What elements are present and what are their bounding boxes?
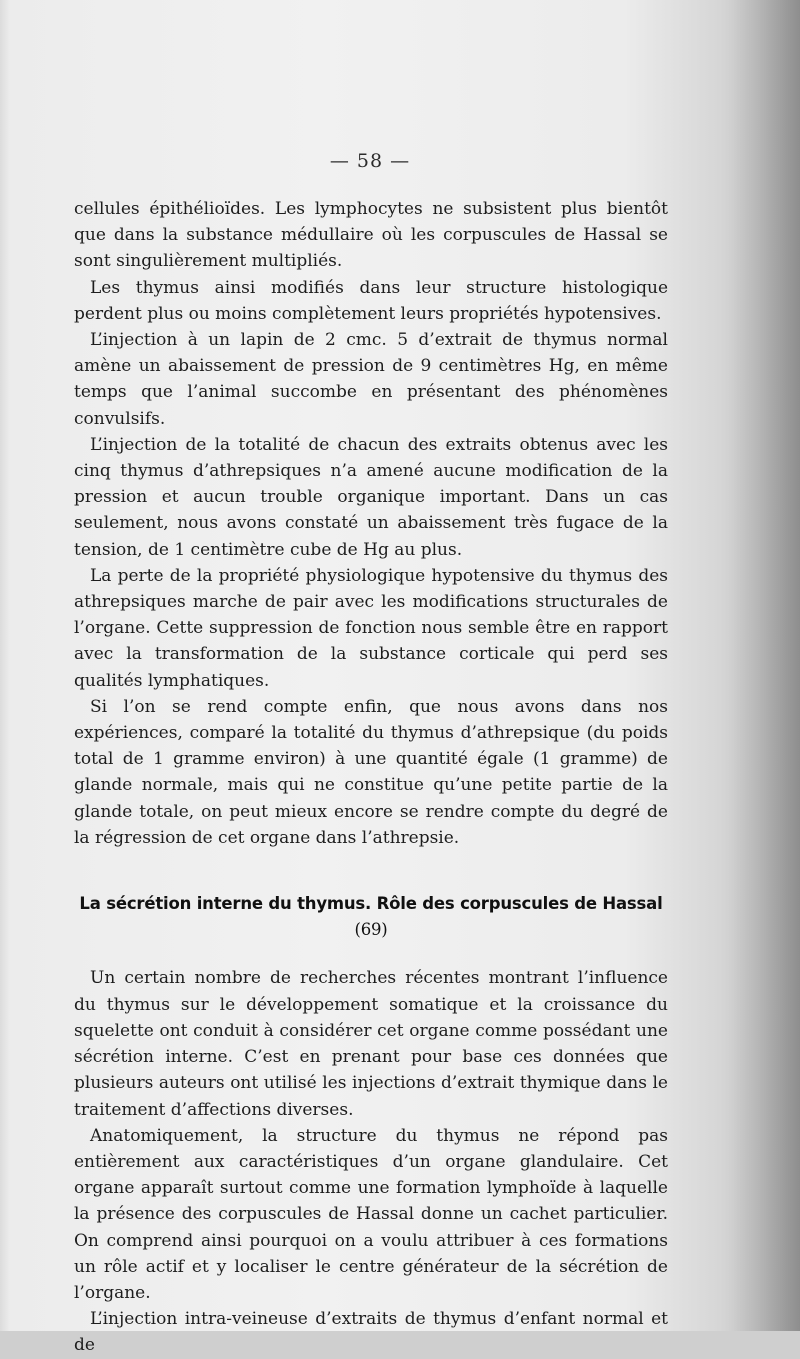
paragraph-1: cellules épithélioïdes. Les lymphocytes ne subsistent plus bientôt que dans la substance médullaire où les corpuscules de Hassal se sont singulièrement multipliés. <box>74 199 668 272</box>
paragraph-5: La perte de la propriété physiologique hypotensive du thymus des athrepsiques marche de pair avec les modifications structurales de l’organe. Cette suppression de fonction nous semble être en rapport avec la transformation de la substance corticale qui perd ses qualités lymphatiques. <box>74 565 668 691</box>
paragraph-6: Si l’on se rend compte enfin, que nous avons dans nos expériences, comparé la totalité du thymus d’athrepsique (du poids total de 1 gramme environ) à une quantité égale (1 gramme) de glande normale, mais qui ne constitue qu’une petite partie de la glande totale, on peut mieux encore se rendre compte du degré de la régression de cet organe dans l’athrepsie. <box>74 696 668 848</box>
section-note-number: (69) <box>354 920 388 940</box>
body-text <box>74 196 668 1359</box>
page-gutter-shadow <box>730 0 800 1331</box>
page-number: — 58 — <box>329 150 411 172</box>
paragraph-9: L’injection intra-veineuse d’extraits de thymus d’enfant normal et de <box>74 1309 668 1356</box>
page-left-edge-shadow <box>0 0 10 1331</box>
paragraph-2: Les thymus ainsi modifiés dans leur structure histologique perdent plus ou moins complètement leurs propriétés hypotensives. <box>74 277 668 324</box>
paragraph-8: Anatomiquement, la structure du thymus ne répond pas entièrement aux caractéristiques d’un organe glandulaire. Cet organe apparaît surtout comme une formation lymphoïde à laquelle la présence des corpuscules de Hassal donne un cachet particulier. On comprend ainsi pourquoi on a voulu attribuer à ces formations un rôle actif et y localiser le centre générateur de la sécrétion de l’organe. <box>74 1125 668 1303</box>
paragraph-7: Un certain nombre de recherches récentes montrant l’influence du thymus sur le développement somatique et la croissance du squelette ont conduit à considérer cet organe comme possédant une sécrétion interne. C’est en prenant pour base ces données que plusieurs auteurs ont utilisé les injections d’extrait thymique dans le traitement d’affections diverses. <box>74 968 668 1120</box>
section-title: La sécrétion interne du thymus. Rôle des corpuscules de Hassal <box>79 894 663 914</box>
paragraph-3: L’injection à un lapin de 2 cmc. 5 d’extrait de thymus normal amène un abaissement de pression de 9 centimètres Hg, en même temps que l’animal succombe en présentant des phénomènes convulsifs. <box>74 330 668 429</box>
paragraph-4: L’injection de la totalité de chacun des extraits obtenus avec les cinq thymus d’athrepsiques n’a amené aucune modification de la pression et aucun trouble organique important. Dans un cas seulement, nous avons constaté un abaissement très fugace de la tension, de 1 centimètre cube de Hg au plus. <box>74 434 668 560</box>
section-heading <box>74 891 668 943</box>
